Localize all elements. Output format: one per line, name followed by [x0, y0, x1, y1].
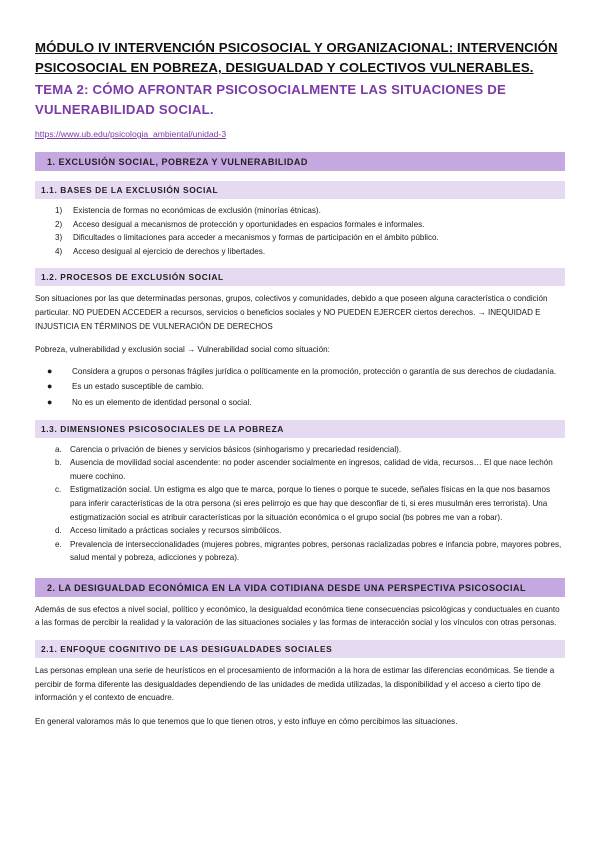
- bullet-icon: ●: [47, 396, 53, 407]
- section-2-intro: Además de sus efectos a nivel social, político y económico, la desigualdad económica tiene consecuencias psicológicas y conductuales en cuanto a las formas de percibir la realidad y la valoración de las situaciones sociales y las formas de interacción social y los vínculos con otras personas.: [35, 604, 560, 628]
- list-item: e. Prevalencia de interseccionalidades (mujeres pobres, migrantes pobres, personas racializadas pobres e infancia pobre, mayores pobres, salud mental y pobreza, adicciones y pobreza).: [55, 539, 562, 563]
- list-item: b. Ausencia de movilidad social ascendente: no poder ascender socialmente en ingresos, calidad de vida, recursos… El que nace lechón muere cochino.: [55, 458, 553, 481]
- section-2-1-heading: 2.1. ENFOQUE COGNITIVO DE LAS DESIGUALDADES SOCIALES: [35, 640, 565, 658]
- source-link[interactable]: https://www.ub.edu/psicologia_ambiental/unidad-3: [35, 129, 227, 139]
- vulnerability-paragraph: Pobreza, vulnerabilidad y exclusión social → Vulnerabilidad social como situación:: [35, 345, 330, 355]
- bullet-icon: ●: [47, 381, 53, 392]
- list-item: d. Acceso limitado a prácticas sociales y recursos simbólicos.: [55, 526, 282, 536]
- section-1-3-heading: 1.3. DIMENSIONES PSICOSOCIALES DE LA POBREZA: [35, 420, 565, 438]
- list-item: a. Carencia o privación de bienes y servicios básicos (sinhogarismo y precariedad residencial).: [55, 444, 402, 454]
- bullet-icon: ●: [47, 365, 53, 376]
- valuation-paragraph: En general valoramos más lo que tenemos que lo que tienen otros, y esto influye en cómo percibimos las situaciones.: [35, 716, 458, 726]
- list-item: c. Estigmatización social. Un estigma es algo que te marca, porque lo tienes o porque te sucede, señales físicas en la que nos basamos para inferir características de la otra persona (si eres pelirrojo es que hay que desconfiar de ti, si eres musulmán eres terrorista). Una estigmatización social es atribuir características por la situación económica o el grupo social (bs pobres me van a robar).: [55, 485, 551, 522]
- list-item: 2) Acceso desigual a mecanismos de protección y oportunidades en espacios formales e informales.: [55, 219, 425, 229]
- cognitive-approach-paragraph: Las personas emplean una serie de heurísticos en el procesamiento de información a la hora de estimar las diferencias económicas. Se tiende a percibir de forma diferente las desigualdades dependiendo de las unidades de medida utilizadas, la disponibilidad y el acceso a cierto tipo de información y el contexto de encuadre.: [35, 666, 555, 703]
- module-title: MÓDULO IV INTERVENCIÓN PSICOSOCIAL Y ORGANIZACIONAL: INTERVENCIÓN PSICOSOCIAL EN POBREZA, DESIGUALDAD Y COLECTIVOS VULNERABLES.: [35, 40, 558, 75]
- list-item: 3) Dificultades o limitaciones para acceder a mecanismos y formas de participación en el ámbito público.: [55, 233, 439, 243]
- list-item: ● Es un estado susceptible de cambio.: [47, 380, 565, 394]
- section-2-heading: 2. LA DESIGUALDAD ECONÓMICA EN LA VIDA COTIDIANA DESDE UNA PERSPECTIVA PSICOSOCIAL: [35, 578, 565, 597]
- section-1-1-heading: 1.1. BASES DE LA EXCLUSIÓN SOCIAL: [35, 181, 565, 199]
- topic-title: TEMA 2: CÓMO AFRONTAR PSICOSOCIALMENTE LAS SITUACIONES DE VULNERABILIDAD SOCIAL.: [35, 82, 507, 117]
- list-item: ● No es un elemento de identidad personal o social.: [47, 396, 565, 410]
- list-item: ● Considera a grupos o personas frágiles jurídica o políticamente en la promoción, protección o garantía de sus derechos de ciudadanía.: [47, 365, 565, 379]
- vulnerability-bullets: [35, 365, 565, 410]
- exclusion-process-paragraph: Son situaciones por las que determinadas personas, grupos, colectivos y comunidades, debido a que poseen alguna característica o condición particular. NO PUEDEN ACCEDER a recursos, servicios o beneficios sociales y NO PUEDEN EJERCER ciertos derechos. → INEQUIDAD E INJUSTICIA EN TÉRMINOS DE VULNERACIÓN DE DERECHOS: [35, 294, 548, 331]
- section-1-2-heading: 1.2. PROCESOS DE EXCLUSIÓN SOCIAL: [35, 268, 565, 286]
- bases-list: [35, 204, 565, 258]
- list-item: 1) Existencia de formas no económicas de exclusión (minorías étnicas).: [55, 206, 321, 215]
- poverty-dimensions-list: [35, 443, 565, 565]
- document-content: [35, 38, 565, 728]
- section-1-heading: 1. EXCLUSIÓN SOCIAL, POBREZA Y VULNERABILIDAD: [35, 152, 565, 171]
- list-item: 4) Acceso desigual al ejercicio de derechos y libertades.: [55, 246, 266, 256]
